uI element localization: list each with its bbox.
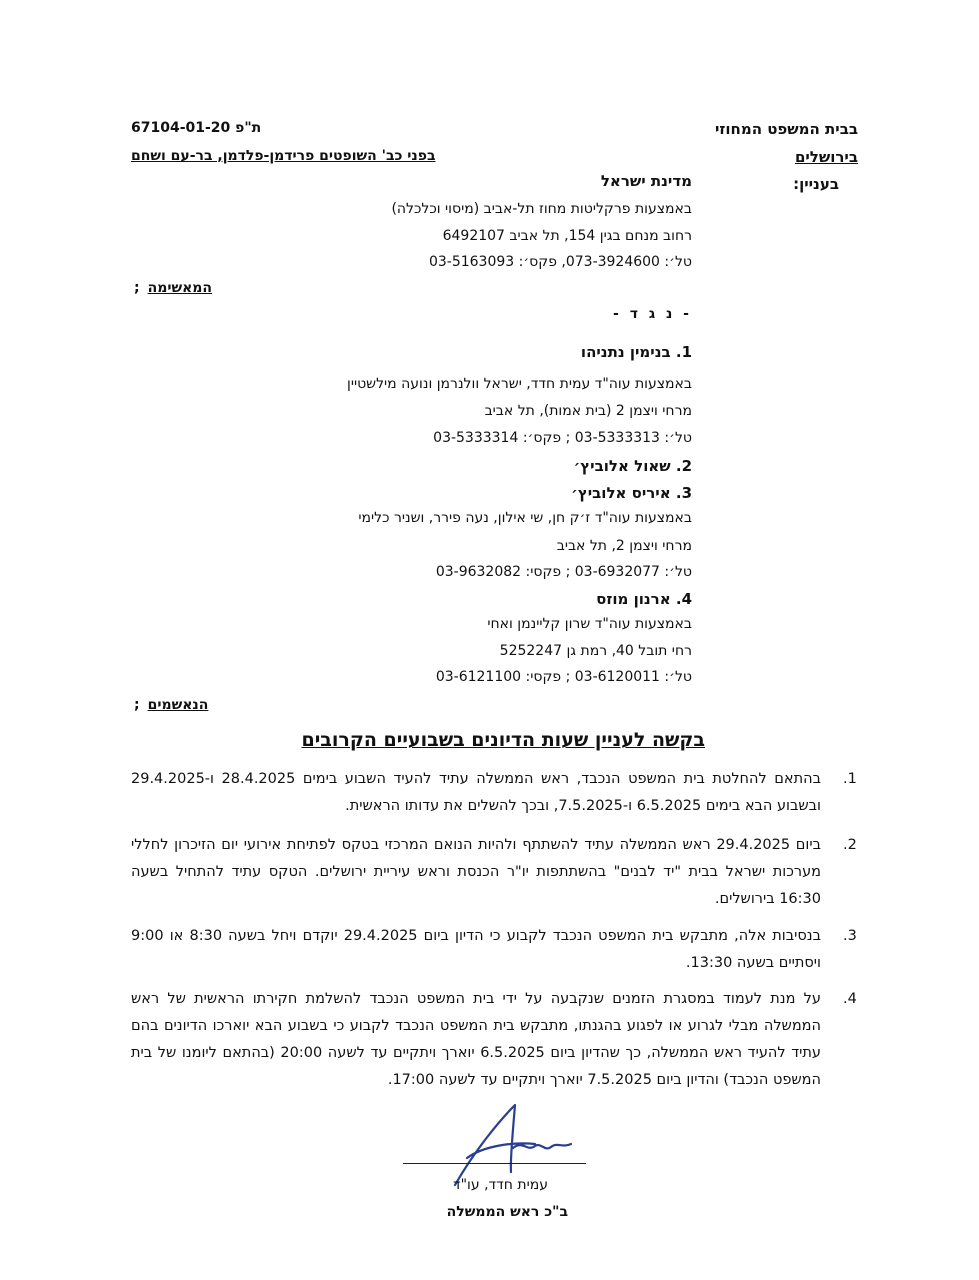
paragraph-number: .1 — [843, 771, 857, 787]
prosecution-phone: טל׳: 073-3924600, פקס׳: 03-5163093 — [428, 254, 692, 270]
case-number: ת"פ 67104-01-20 — [131, 120, 262, 136]
defendant-2-name: 2. שאול אלוביץ׳ — [573, 457, 692, 475]
paragraph-number: .3 — [843, 928, 857, 944]
defendant-4-name: 4. ארנון מוזס — [596, 590, 692, 608]
signature-name: עמית חדד, עו"ד — [452, 1177, 548, 1193]
defendant-1-via: באמצעות עוה"ד עמית חדד, ישראל וולנרמן ונועה מילשטיין — [347, 376, 692, 392]
paragraph-number: .4 — [843, 991, 857, 1007]
document-title: בקשה לעניין שעות הדיונים בשבועיים הקרובים — [301, 729, 705, 751]
paragraph-text: על מנת לעמוד במסגרת הזמנים שנקבעה על ידי בית המשפט הנכבד להשלמת חקירתו הראשית של ראש הממשלה מבלי לגרוע או לפגוע בהגנתו, מתבקש בית המשפט הנכבד לקבוע כי בשבוע הבא יוארכו הדיונים בהם עתיד להעיד ראש הממשלה, כך שהדיון ביום 6.5.2025 יוארך ויתקיים עד לשעה 20:00 (בהתאם ליומנו של בית המשפט הנכבד) והדיון ביום 7.5.2025 יוארך ויתקיים עד לשעה 17:00. — [131, 991, 821, 1088]
signature-role: ב"כ ראש הממשלה — [446, 1204, 568, 1220]
paragraph-text: בנסיבות אלה, מתבקש בית המשפט הנכבד לקבוע כי הדיון ביום 29.4.2025 יוקדם ויחל בשעה 8:30 או 9:00 ויסתיים בשעה 13:30. — [131, 928, 821, 971]
paragraph-text: ביום 29.4.2025 ראש הממשלה עתיד להשתתף ולהיות הנואם המרכזי בטקס לפתיחת אירועי יום הזיכרון לחללי מערכות ישראל בבית "יד לבנים" בהשתתפות יו"ר הכנסת וראש עיריית ירושלים. הטקס עתיד להתחיל בשעה 16:30 בירושלים. — [131, 837, 821, 907]
court-name: בבית המשפט המחוזי — [714, 120, 858, 138]
defendant-4-address: רחי תובל 40, רמת גן 5252247 — [499, 643, 692, 659]
defendant-3-name: 3. איריס אלוביץ׳ — [571, 484, 692, 502]
signature-line — [403, 1163, 586, 1164]
matter-label: בעניין: — [793, 175, 839, 193]
paragraph-text: בהתאם להחלטת בית המשפט הנכבד, ראש הממשלה עתיד להעיד השבוע בימים 28.4.2025 ו-29.4.2025 ובשבוע הבא בימים 6.5.2025 ו-7.5.2025, ובכך להשלים את עדותו הראשית. — [131, 771, 821, 814]
defendants-2-3-via: באמצעות עוה"ד ז׳ק חן, שי אילון, נעה פירר, ושניר כלימי — [358, 510, 692, 526]
prosecution-address: רחוב מנחם בגין 154, תל אביב 6492107 — [442, 228, 692, 244]
defendants-role-label: הנאשמים — [147, 697, 209, 713]
court-city: בירושלים — [794, 148, 858, 166]
defendant-4-phone: טל׳: 03-6120011 ; פקסי: 03-6121100 — [435, 669, 692, 685]
paragraph-number: .2 — [843, 837, 857, 853]
prosecution-role — [134, 280, 212, 296]
defendant-4-via: באמצעות עוה"ד שרון קליינמן ואחי — [487, 616, 692, 632]
defendants-2-3-phone: טל׳: 03-6932077 ; פקסי: 03-9632082 — [435, 564, 692, 580]
defendant-1-name: 1. בנימין נתניהו — [580, 343, 692, 361]
defendants-role — [134, 697, 208, 713]
versus-label: - נ ג ד - — [613, 306, 692, 322]
prosecution-via: באמצעות פרקליטות מחוז תל-אביב (מיסוי וכלכלה) — [391, 201, 692, 217]
defendant-1-phone: טל׳: 03-5333313 ; פקס׳: 03-5333314 — [433, 430, 692, 446]
prosecution-role-label: המאשימה — [147, 280, 213, 296]
prosecution-role-suffix: ; — [134, 280, 140, 296]
judges-panel: בפני כב' השופטים פרידמן-פלדמן, בר-עם ושחם — [131, 148, 436, 164]
defendant-1-address: מרחי ויצמן 2 (בית אמות), תל אביב — [484, 403, 692, 419]
defendants-role-suffix: ; — [134, 697, 140, 713]
prosecution-party: מדינת ישראל — [600, 172, 692, 190]
defendants-2-3-address: מרחי ויצמן 2, תל אביב — [556, 538, 692, 554]
